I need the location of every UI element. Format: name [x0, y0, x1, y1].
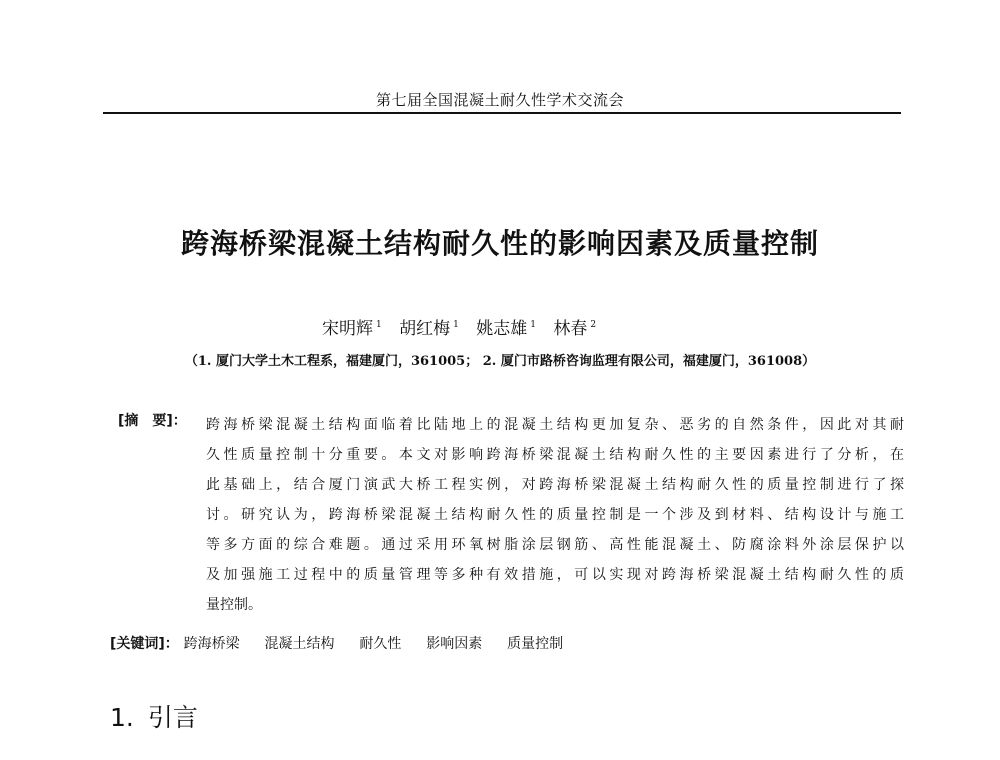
paper-title: 跨海桥梁混凝土结构耐久性的影响因素及质量控制: [180, 227, 819, 260]
section-number: 1.: [110, 703, 134, 732]
abstract-line: 久性质量控制十分重要。本文对影响跨海桥梁混凝土结构耐久性的主要因素进行了分析，在: [206, 447, 904, 463]
header-rule: [103, 112, 901, 114]
abstract-label: [摘 要]：: [118, 413, 187, 429]
section-heading: [110, 698, 198, 734]
author-affiliation-mark: 1: [376, 320, 382, 331]
author-name: 胡红梅: [399, 319, 451, 339]
running-header: 第七届全国混凝土耐久性学术交流会: [375, 91, 624, 109]
keyword: 混凝土结构: [264, 636, 335, 652]
author: [322, 319, 382, 339]
keyword: 质量控制: [507, 636, 564, 652]
author: [553, 319, 596, 339]
author-affiliation-mark: 1: [530, 320, 537, 331]
keywords: [110, 633, 583, 653]
abstract-body: [206, 410, 904, 620]
author-name: 林春: [553, 319, 588, 339]
author-list: [322, 314, 702, 339]
affiliations: （1. 厦门大学土木工程系，福建厦门，361005； 2. 厦门市路桥咨询监理有限公司，福建厦门，361008）: [184, 354, 816, 369]
abstract-line: 此基础上，结合厦门演武大桥工程实例，对跨海桥梁混凝土结构耐久性的质量控制进行了探: [206, 477, 904, 493]
abstract-line: 及加强施工过程中的质量管理等多种有效措施，可以实现对跨海桥梁混凝土结构耐久性的质: [206, 567, 904, 583]
author-affiliation-mark: 1: [453, 320, 459, 331]
keyword: 跨海桥梁: [183, 636, 240, 652]
keyword: 耐久性: [359, 636, 402, 652]
abstract-line: 等多方面的综合难题。通过采用环氧树脂涂层钢筋、高性能混凝土、防腐涂料外涂层保护以: [206, 537, 904, 553]
author-name: 宋明辉: [322, 319, 373, 339]
author: [476, 319, 536, 339]
author-affiliation-mark: 2: [590, 320, 597, 331]
abstract-line: 量控制。: [206, 597, 262, 613]
abstract-line: 跨海桥梁混凝土结构面临着比陆地上的混凝土结构更加复杂、恶劣的自然条件，因此对其耐: [206, 417, 904, 433]
keywords-label: [关键词]：: [110, 636, 179, 652]
author: [399, 319, 459, 339]
section-title: 引言: [147, 703, 198, 732]
keyword: 影响因素: [426, 636, 483, 652]
author-name: 姚志雄: [476, 319, 528, 339]
abstract-line: 讨。研究认为，跨海桥梁混凝土结构耐久性的质量控制是一个涉及到材料、结构设计与施工: [206, 507, 904, 523]
